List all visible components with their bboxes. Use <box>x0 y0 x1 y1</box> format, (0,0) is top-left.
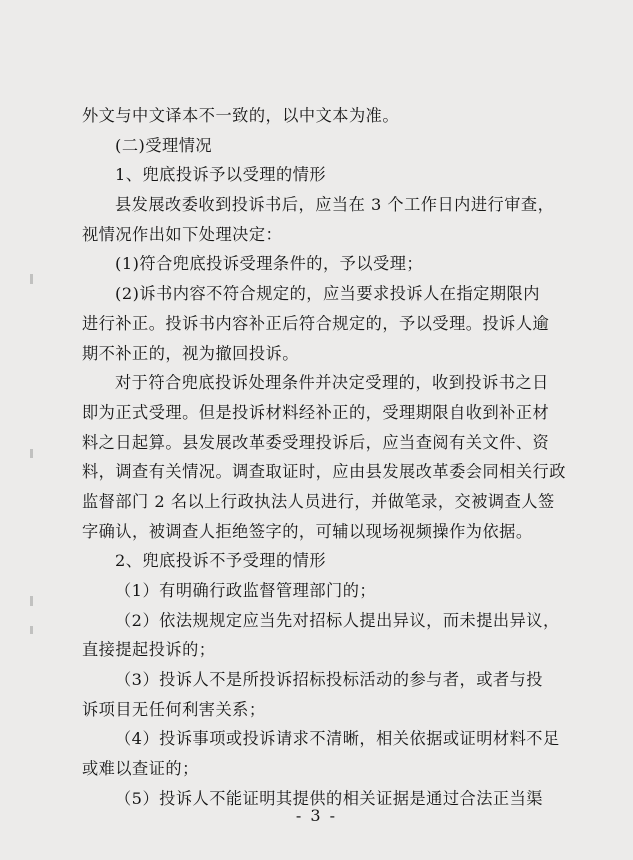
body-line: 进行补正。投诉书内容补正后符合规定的，予以受理。投诉人逾 <box>82 313 550 333</box>
body-line: 外文与中文译本不一致的，以中文本为准。 <box>82 106 400 125</box>
list-item: (1)符合兜底投诉受理条件的，予以受理； <box>115 254 424 274</box>
list-item: （3）投诉人不是所投诉招标投标活动的参与者，或者与投 <box>115 670 543 690</box>
scan-edge-mark <box>30 596 33 606</box>
list-item: （5）投诉人不能证明其提供的相关证据是通过合法正当渠 <box>115 788 543 808</box>
body-line: 料之日起算。县发展改革委受理投诉后，应当查阅有关文件、资 <box>82 432 550 452</box>
body-line: 直接提起投诉的； <box>82 640 216 660</box>
subsection-heading: 2、兜底投诉不予受理的情形 <box>115 551 327 571</box>
body-line: 视情况作出如下处理决定： <box>82 224 283 244</box>
section-heading: (二)受理情况 <box>115 135 213 155</box>
body-line: 即为正式受理。但是投诉材料经补正的，受理期限自收到补正材 <box>82 402 550 422</box>
subsection-heading: 1、兜底投诉予以受理的情形 <box>115 165 327 185</box>
page-number: - 3 - <box>295 806 338 825</box>
scan-edge-mark <box>30 626 33 634</box>
list-item: （1）有明确行政监督管理部门的； <box>115 581 377 600</box>
document-body <box>82 101 567 814</box>
list-item: (2)诉书内容不符合规定的，应当要求投诉人在指定期限内 <box>115 284 540 304</box>
body-line: 或难以查证的； <box>82 759 199 779</box>
body-line: 料，调查有关情况。调查取证时，应由县发展改革委会同相关行政 <box>82 462 566 482</box>
scan-edge-mark <box>30 449 33 458</box>
body-line: 诉项目无任何利害关系； <box>82 699 266 719</box>
body-line: 字确认，被调查人拒绝签字的，可辅以现场视频操作为依据。 <box>82 521 533 541</box>
body-line: 监督部门 2 名以上行政执法人员进行，并做笔录，交被调查人签 <box>82 491 555 511</box>
list-item: （4）投诉事项或投诉请求不清晰，相关依据或证明材料不足 <box>115 729 560 749</box>
body-line: 县发展改委收到投诉书后，应当在 3 个工作日内进行审查， <box>115 195 555 215</box>
body-line: 对于符合兜底投诉处理条件并决定受理的，收到投诉书之日 <box>115 373 549 393</box>
body-line: 期不补正的，视为撤回投诉。 <box>82 343 299 363</box>
list-item: （2）依法规规定应当先对招标人提出异议，而未提出异议， <box>115 610 560 630</box>
scan-edge-mark <box>30 274 33 284</box>
